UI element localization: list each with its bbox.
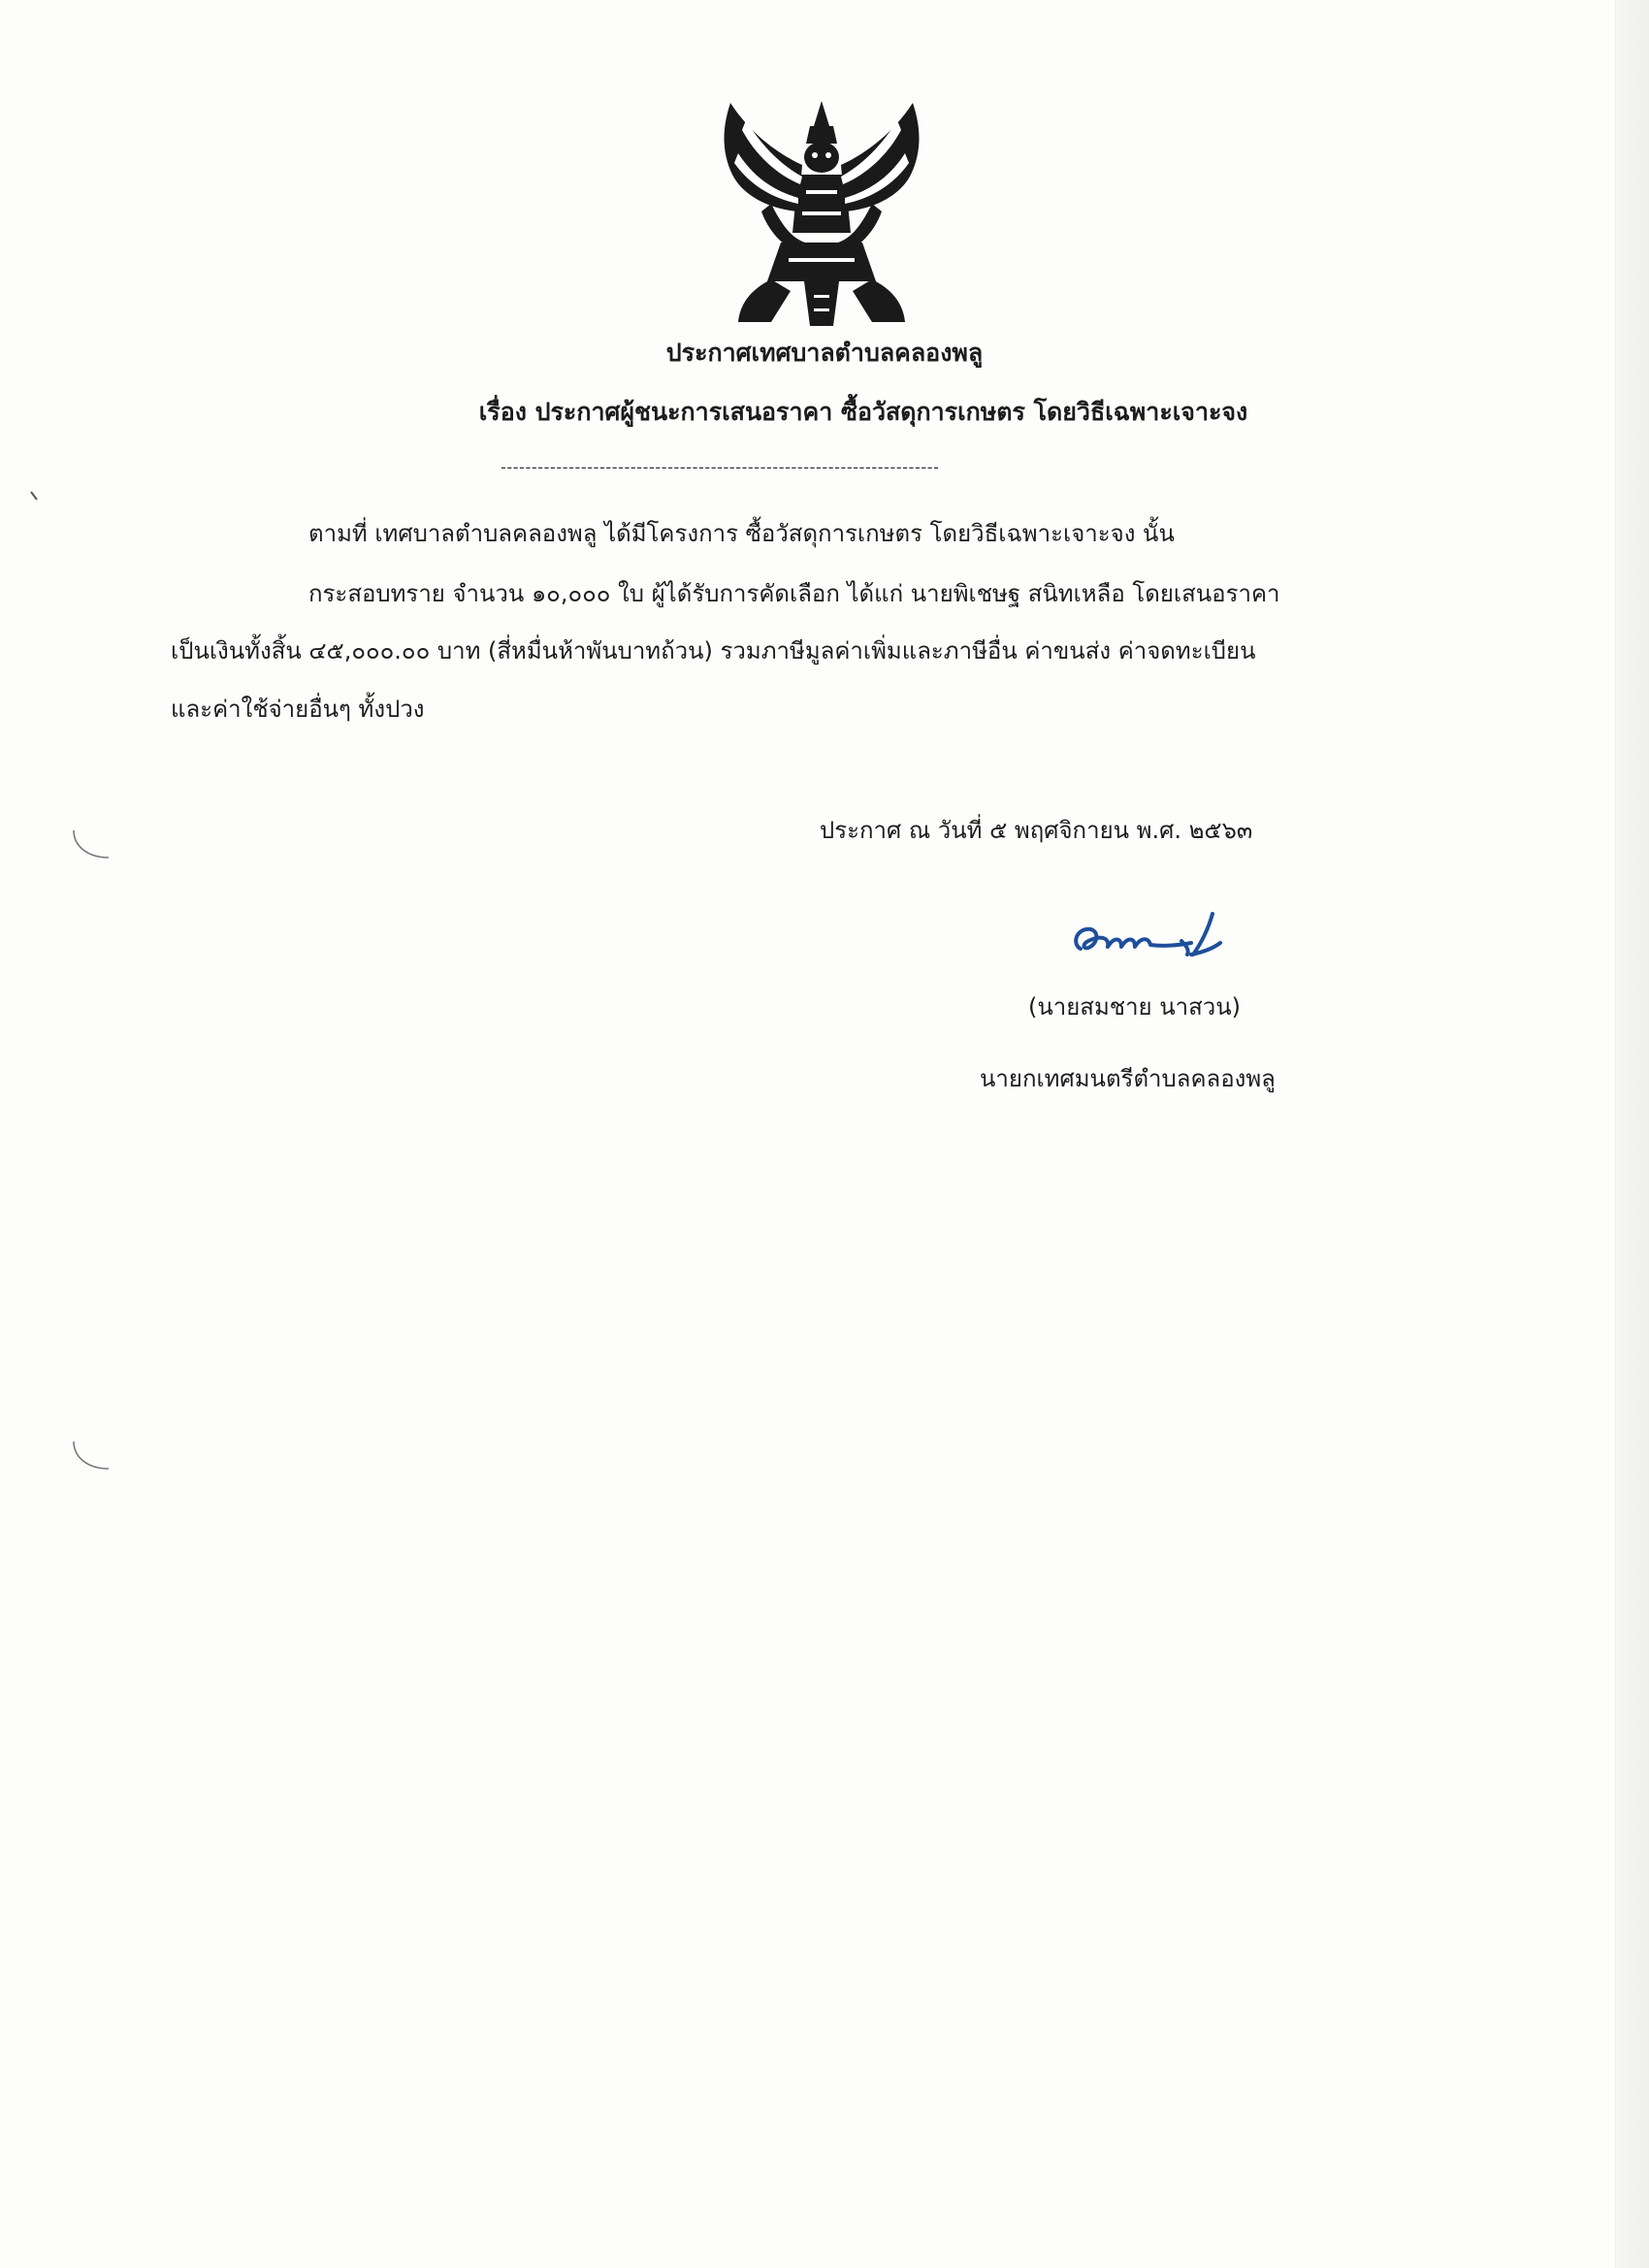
body-line-3: เป็นเงินทั้งสิ้น ๔๕,๐๐๐.๐๐ บาท (สี่หมื่นห้าพันบาทถ้วน) รวมภาษีมูลค่าเพิ่มและภาษีอื่น ค่าขนส่ง ค่าจดทะเบียน xyxy=(171,637,1256,664)
body-line-4: และค่าใช้จ่ายอื่นๆ ทั้งปวง xyxy=(171,696,425,723)
scan-mark xyxy=(68,1436,116,1474)
body-line-2: กระสอบทราย จำนวน ๑๐,๐๐๐ ใบ ผู้ได้รับการคัดเลือก ได้แก่ นายพิเชษฐ สนิทเหลือ โดยเสนอราคา xyxy=(308,580,1280,607)
subject-title: เรื่อง ประกาศผู้ชนะการเสนอราคา ซื้อวัสดุการเกษตร โดยวิธีเฉพาะเจาะจง xyxy=(478,398,1248,426)
issuer-title: ประกาศเทศบาลตำบลคลองพลู xyxy=(665,339,984,367)
announcement-date: ประกาศ ณ วันที่ ๕ พฤศจิกายน พ.ศ. ๒๕๖๓ xyxy=(820,817,1253,844)
scan-mark xyxy=(29,490,43,503)
scan-mark xyxy=(68,825,116,863)
garuda-emblem-icon xyxy=(713,97,931,335)
signer-position: นายกเทศมนตรีตำบลคลองพลู xyxy=(980,1065,1276,1092)
signer-name: (นายสมชาย นาสวน) xyxy=(1028,993,1242,1021)
body-line-1: ตามที่ เทศบาลตำบลคลองพลู ได้มีโครงการ ซื้อวัสดุการเกษตร โดยวิธีเฉพาะเจาะจง นั้น xyxy=(308,520,1175,547)
signature-icon xyxy=(1067,902,1251,970)
separator-line: ----------------------------------------------------------------------- xyxy=(501,458,940,476)
